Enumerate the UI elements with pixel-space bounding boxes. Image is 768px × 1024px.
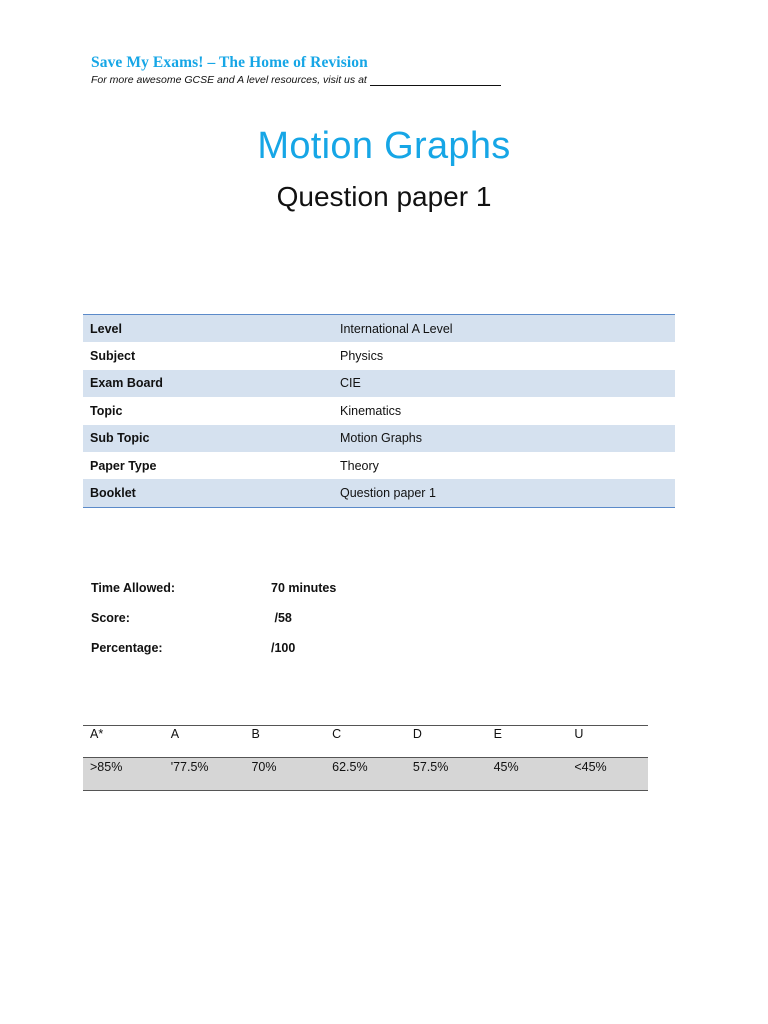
stat-value: /58: [271, 611, 292, 625]
info-row-sub-topic: [83, 425, 675, 452]
grade-value: 57.5%: [412, 760, 449, 774]
info-value: Theory: [340, 458, 379, 473]
grade-label: A*: [90, 727, 104, 741]
header: [91, 54, 501, 86]
info-key: Subject: [90, 349, 136, 364]
info-key: Exam Board: [90, 376, 163, 391]
info-key: Topic: [90, 403, 123, 418]
tagline-text: For more awesome GCSE and A level resources, visit us at: [91, 74, 367, 86]
info-value: Kinematics: [340, 403, 402, 418]
grade-value: <45%: [574, 760, 607, 774]
info-key: Level: [90, 321, 122, 336]
brand-title: Save My Exams! – The Home of Revision: [91, 54, 368, 71]
info-value: Question paper 1: [340, 486, 436, 501]
stat-label: Score:: [91, 611, 130, 625]
info-row-topic: [83, 397, 675, 424]
document-title: Motion Graphs: [257, 125, 511, 167]
grade-label: A: [170, 727, 180, 741]
grade-label: B: [251, 727, 260, 741]
exam-stats: [91, 573, 336, 663]
stat-row-time: [91, 573, 336, 603]
url-blank-line: [370, 76, 501, 86]
stat-row-percentage: [91, 633, 336, 663]
grade-label: C: [332, 727, 342, 741]
grade-label: E: [493, 727, 502, 741]
grade-label: D: [412, 727, 422, 741]
grade-boundaries-table: [83, 725, 648, 791]
grade-value: '77.5%: [170, 760, 209, 774]
info-row-subject: [83, 342, 675, 369]
info-key: Paper Type: [90, 458, 157, 473]
stat-label: Time Allowed:: [91, 581, 176, 595]
info-key: Booklet: [90, 486, 136, 501]
stat-row-score: [91, 603, 336, 633]
grade-values-row: [83, 758, 648, 790]
stat-value: /100: [271, 641, 296, 655]
grade-value: 70%: [251, 760, 277, 774]
info-row-exam-board: [83, 370, 675, 397]
info-row-booklet: [83, 479, 675, 506]
grade-value: 45%: [493, 760, 519, 774]
stat-value: 70 minutes: [271, 581, 337, 595]
grade-label: U: [574, 727, 584, 741]
grade-value: 62.5%: [332, 760, 368, 774]
info-value: Physics: [340, 349, 384, 364]
info-table: [83, 314, 675, 508]
info-value: International A Level: [340, 321, 453, 336]
info-key: Sub Topic: [90, 431, 150, 446]
info-value: Motion Graphs: [340, 431, 422, 446]
info-row-paper-type: [83, 452, 675, 479]
grade-value: >85%: [90, 760, 123, 774]
tagline: [91, 74, 501, 86]
stat-label: Percentage:: [91, 641, 163, 655]
info-row-level: [83, 315, 675, 342]
info-value: CIE: [340, 376, 361, 391]
document-subtitle: Question paper 1: [276, 181, 492, 212]
grade-labels-row: [83, 726, 648, 758]
